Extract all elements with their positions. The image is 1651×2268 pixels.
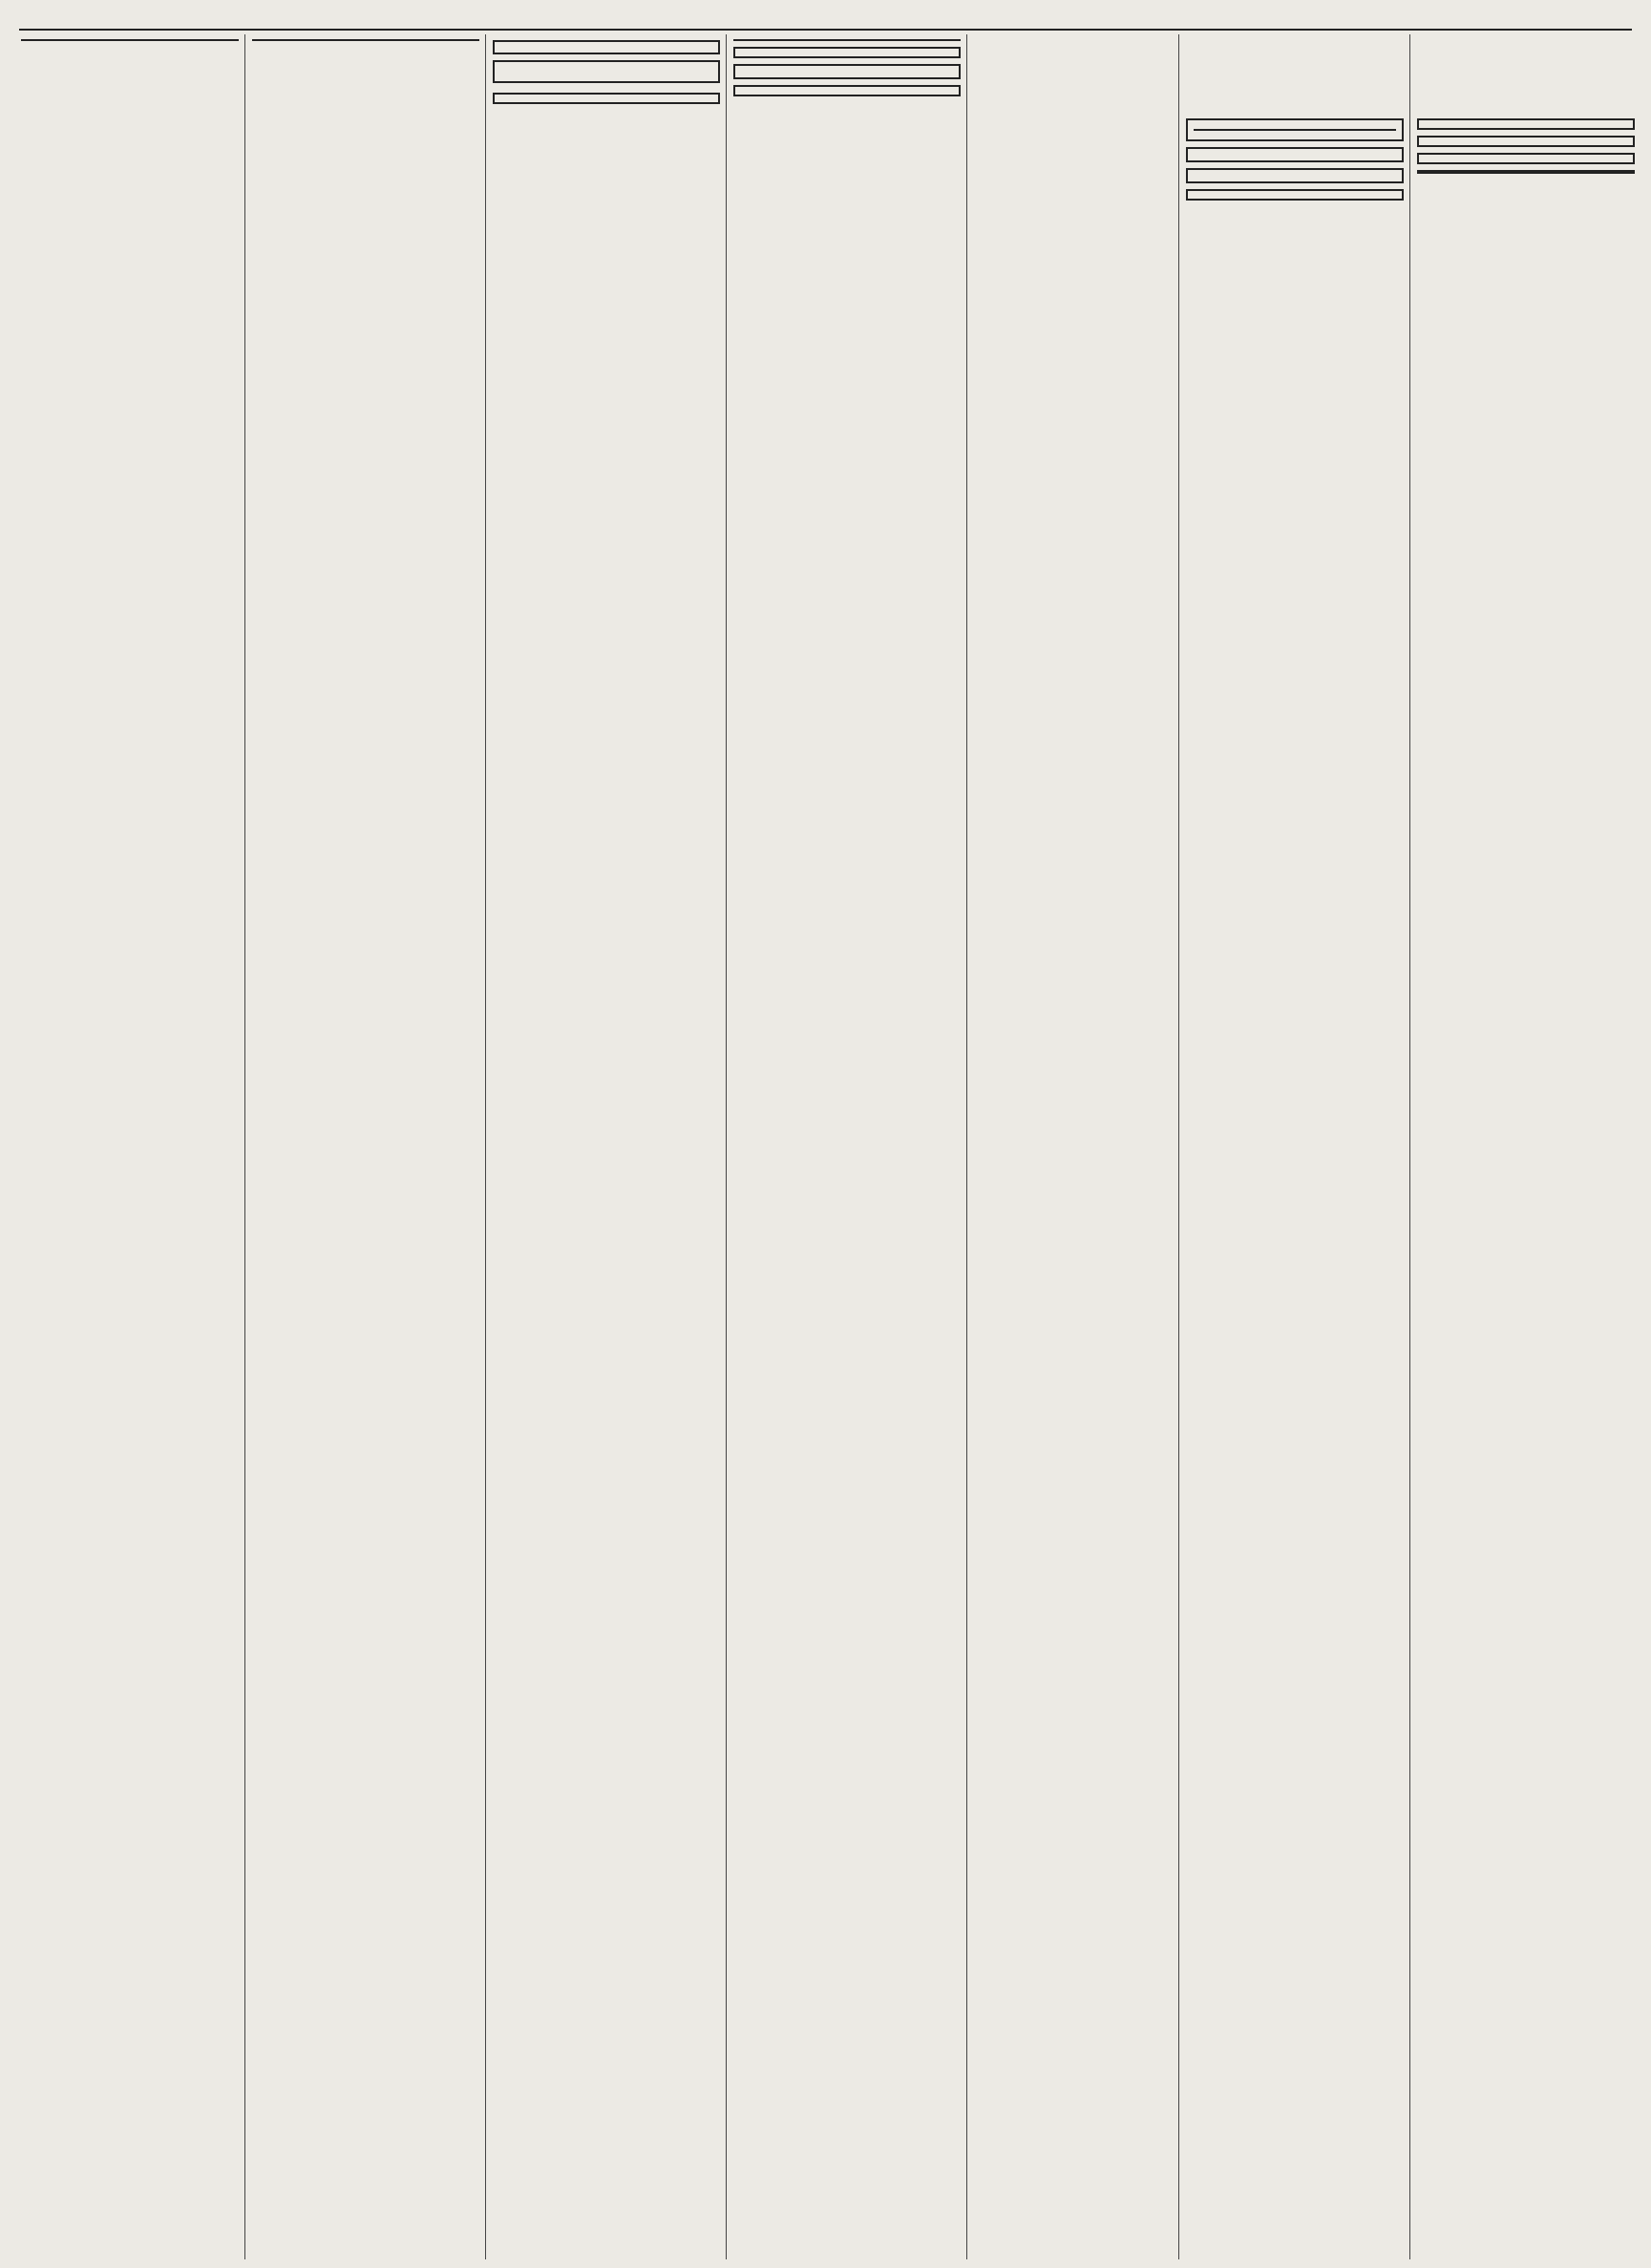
- headline-box: [1186, 168, 1404, 183]
- ad-loterias: [493, 93, 720, 104]
- column-5: [974, 34, 1173, 2259]
- ad-bolsa-de-lisboa: [1417, 136, 1635, 147]
- ad-theatro-avenida: [1186, 118, 1404, 141]
- column-1: [21, 34, 239, 2259]
- ad-fomento-agricola: [1417, 153, 1635, 164]
- headline-box: [493, 60, 720, 83]
- column-7: [1417, 113, 1635, 2259]
- column-6: [1186, 113, 1404, 2259]
- headline: [1417, 170, 1635, 174]
- divider: [733, 39, 961, 41]
- divider: [21, 39, 239, 41]
- column-2: [252, 34, 479, 2259]
- headline-box: [1186, 147, 1404, 162]
- page-header: [19, 8, 1632, 31]
- ad-flores: [733, 47, 961, 58]
- column-3: [493, 34, 720, 2259]
- ad-agua-da-curia: [493, 40, 720, 54]
- divider: [1194, 129, 1396, 131]
- ad-theatro-julia-mendes: [1417, 118, 1635, 130]
- divider: [252, 39, 479, 41]
- column-4: [733, 34, 961, 2259]
- ad-papeis-de-credito: [733, 85, 961, 96]
- ad-anemia: [1186, 189, 1404, 201]
- lottery-results: [733, 64, 961, 79]
